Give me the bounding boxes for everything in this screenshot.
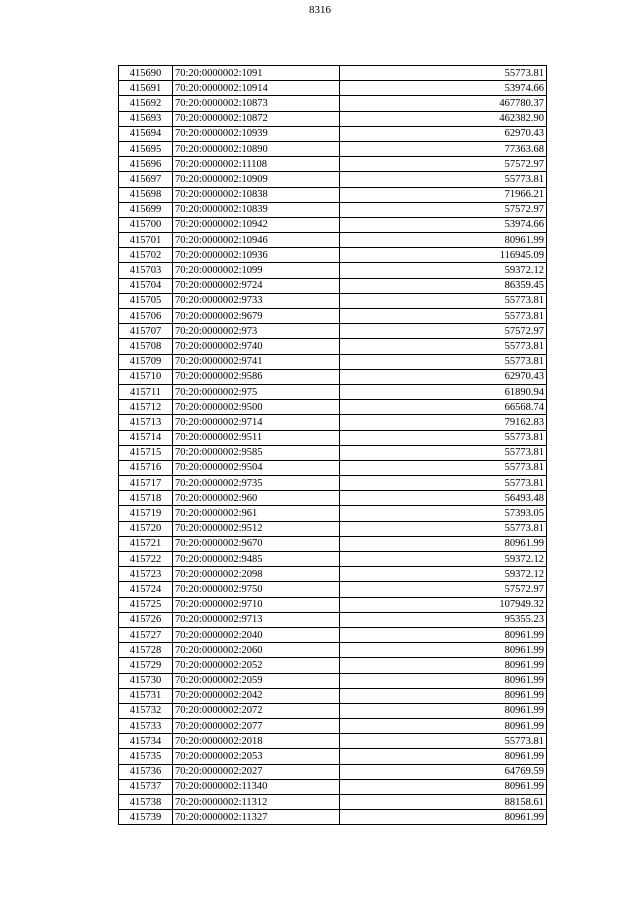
table-row	[119, 764, 547, 779]
table-row	[119, 141, 547, 156]
cadastral-value-cell: 59372.12	[340, 263, 547, 278]
cadastral-value-cell: 116945.09	[340, 248, 547, 263]
table-row	[119, 309, 547, 324]
table-row	[119, 612, 547, 627]
cadastral-number-cell: 70:20:0000002:10914	[173, 81, 340, 96]
cadastral-value-cell: 88158.61	[340, 795, 547, 810]
cadastral-number-cell: 70:20:0000002:11340	[173, 779, 340, 794]
cadastral-value-cell: 80961.99	[340, 233, 547, 248]
cadastral-number-cell: 70:20:0000002:2072	[173, 703, 340, 718]
row-number-cell: 415729	[119, 658, 173, 673]
table-row	[119, 445, 547, 460]
cadastral-number-cell: 70:20:0000002:9485	[173, 552, 340, 567]
cadastral-value-table	[118, 65, 547, 825]
table-row	[119, 719, 547, 734]
cadastral-value-cell: 57572.97	[340, 202, 547, 217]
cadastral-number-cell: 70:20:0000002:2059	[173, 673, 340, 688]
table-row	[119, 96, 547, 111]
row-number-cell: 415722	[119, 552, 173, 567]
cadastral-number-cell: 70:20:0000002:9733	[173, 293, 340, 308]
table-row	[119, 658, 547, 673]
cadastral-value-cell: 80961.99	[340, 779, 547, 794]
row-number-cell: 415717	[119, 476, 173, 491]
cadastral-number-cell: 70:20:0000002:10946	[173, 233, 340, 248]
table-row	[119, 506, 547, 521]
cadastral-number-cell: 70:20:0000002:9713	[173, 612, 340, 627]
cadastral-number-cell: 70:20:0000002:9512	[173, 521, 340, 536]
table-row	[119, 339, 547, 354]
cadastral-number-cell: 70:20:0000002:2052	[173, 658, 340, 673]
cadastral-number-cell: 70:20:0000002:2077	[173, 719, 340, 734]
cadastral-value-cell: 53974.66	[340, 217, 547, 232]
row-number-cell: 415694	[119, 126, 173, 141]
table-row	[119, 749, 547, 764]
table-row	[119, 460, 547, 475]
cadastral-value-cell: 62970.43	[340, 126, 547, 141]
table-row	[119, 66, 547, 81]
table-row	[119, 582, 547, 597]
cadastral-value-cell: 55773.81	[340, 476, 547, 491]
cadastral-value-cell: 59372.12	[340, 552, 547, 567]
row-number-cell: 415713	[119, 415, 173, 430]
table-row	[119, 673, 547, 688]
table-row	[119, 157, 547, 172]
row-number-cell: 415721	[119, 536, 173, 551]
table-row	[119, 111, 547, 126]
cadastral-number-cell: 70:20:0000002:2098	[173, 567, 340, 582]
cadastral-value-cell: 80961.99	[340, 536, 547, 551]
cadastral-value-cell: 61890.94	[340, 384, 547, 399]
cadastral-value-cell: 57393.05	[340, 506, 547, 521]
table-row	[119, 415, 547, 430]
cadastral-value-cell: 80961.99	[340, 658, 547, 673]
row-number-cell: 415702	[119, 248, 173, 263]
row-number-cell: 415698	[119, 187, 173, 202]
row-number-cell: 415696	[119, 157, 173, 172]
table-row	[119, 476, 547, 491]
table-row	[119, 384, 547, 399]
row-number-cell: 415720	[119, 521, 173, 536]
table-row	[119, 597, 547, 612]
table-row	[119, 202, 547, 217]
row-number-cell: 415734	[119, 734, 173, 749]
row-number-cell: 415700	[119, 217, 173, 232]
cadastral-value-cell: 62970.43	[340, 369, 547, 384]
table-row	[119, 400, 547, 415]
row-number-cell: 415699	[119, 202, 173, 217]
table-row	[119, 703, 547, 718]
table-row	[119, 567, 547, 582]
cadastral-number-cell: 70:20:0000002:10839	[173, 202, 340, 217]
table-row	[119, 233, 547, 248]
table-row	[119, 795, 547, 810]
table-row	[119, 187, 547, 202]
cadastral-number-cell: 70:20:0000002:9511	[173, 430, 340, 445]
row-number-cell: 415739	[119, 810, 173, 825]
cadastral-value-cell: 80961.99	[340, 627, 547, 642]
cadastral-value-cell: 55773.81	[340, 66, 547, 81]
row-number-cell: 415719	[119, 506, 173, 521]
cadastral-number-cell: 70:20:0000002:10939	[173, 126, 340, 141]
table-row	[119, 536, 547, 551]
cadastral-value-cell: 55773.81	[340, 521, 547, 536]
cadastral-number-cell: 70:20:0000002:2040	[173, 627, 340, 642]
cadastral-number-cell: 70:20:0000002:2042	[173, 688, 340, 703]
row-number-cell: 415692	[119, 96, 173, 111]
table-row	[119, 734, 547, 749]
row-number-cell: 415710	[119, 369, 173, 384]
cadastral-value-cell: 55773.81	[340, 460, 547, 475]
cadastral-number-cell: 70:20:0000002:11327	[173, 810, 340, 825]
cadastral-value-cell: 55773.81	[340, 445, 547, 460]
table-row	[119, 293, 547, 308]
row-number-cell: 415708	[119, 339, 173, 354]
cadastral-value-cell: 80961.99	[340, 688, 547, 703]
row-number-cell: 415728	[119, 643, 173, 658]
cadastral-number-cell: 70:20:0000002:9741	[173, 354, 340, 369]
cadastral-value-cell: 55773.81	[340, 354, 547, 369]
cadastral-value-cell: 59372.12	[340, 567, 547, 582]
cadastral-number-cell: 70:20:0000002:10872	[173, 111, 340, 126]
row-number-cell: 415697	[119, 172, 173, 187]
table-row	[119, 354, 547, 369]
cadastral-value-cell: 57572.97	[340, 157, 547, 172]
page-number: 8316	[309, 4, 331, 16]
row-number-cell: 415714	[119, 430, 173, 445]
row-number-cell: 415703	[119, 263, 173, 278]
table-row	[119, 810, 547, 825]
table-row	[119, 369, 547, 384]
table-row	[119, 278, 547, 293]
row-number-cell: 415705	[119, 293, 173, 308]
table-row	[119, 491, 547, 506]
row-number-cell: 415731	[119, 688, 173, 703]
row-number-cell: 415712	[119, 400, 173, 415]
cadastral-number-cell: 70:20:0000002:9735	[173, 476, 340, 491]
cadastral-value-cell: 55773.81	[340, 734, 547, 749]
cadastral-number-cell: 70:20:0000002:961	[173, 506, 340, 521]
row-number-cell: 415725	[119, 597, 173, 612]
cadastral-value-cell: 80961.99	[340, 749, 547, 764]
table-row	[119, 172, 547, 187]
row-number-cell: 415709	[119, 354, 173, 369]
cadastral-number-cell: 70:20:0000002:960	[173, 491, 340, 506]
cadastral-value-cell: 56493.48	[340, 491, 547, 506]
row-number-cell: 415695	[119, 141, 173, 156]
row-number-cell: 415735	[119, 749, 173, 764]
cadastral-number-cell: 70:20:0000002:9740	[173, 339, 340, 354]
table-row	[119, 688, 547, 703]
cadastral-number-cell: 70:20:0000002:9750	[173, 582, 340, 597]
row-number-cell: 415723	[119, 567, 173, 582]
cadastral-number-cell: 70:20:0000002:9500	[173, 400, 340, 415]
table-row	[119, 552, 547, 567]
cadastral-value-cell: 80961.99	[340, 643, 547, 658]
row-number-cell: 415707	[119, 324, 173, 339]
cadastral-value-cell: 55773.81	[340, 339, 547, 354]
cadastral-number-cell: 70:20:0000002:9714	[173, 415, 340, 430]
cadastral-value-cell: 71966.21	[340, 187, 547, 202]
row-number-cell: 415691	[119, 81, 173, 96]
table-row	[119, 248, 547, 263]
table-row	[119, 263, 547, 278]
table-row	[119, 217, 547, 232]
cadastral-number-cell: 70:20:0000002:9724	[173, 278, 340, 293]
row-number-cell: 415736	[119, 764, 173, 779]
cadastral-number-cell: 70:20:0000002:1099	[173, 263, 340, 278]
cadastral-value-cell: 53974.66	[340, 81, 547, 96]
cadastral-number-cell: 70:20:0000002:2018	[173, 734, 340, 749]
cadastral-number-cell: 70:20:0000002:1091	[173, 66, 340, 81]
cadastral-value-cell: 55773.81	[340, 430, 547, 445]
row-number-cell: 415732	[119, 703, 173, 718]
table-row	[119, 643, 547, 658]
cadastral-number-cell: 70:20:0000002:9670	[173, 536, 340, 551]
row-number-cell: 415718	[119, 491, 173, 506]
cadastral-value-cell: 95355.23	[340, 612, 547, 627]
row-number-cell: 415706	[119, 309, 173, 324]
table-row	[119, 779, 547, 794]
cadastral-number-cell: 70:20:0000002:10942	[173, 217, 340, 232]
cadastral-value-cell: 55773.81	[340, 172, 547, 187]
cadastral-number-cell: 70:20:0000002:10873	[173, 96, 340, 111]
cadastral-number-cell: 70:20:0000002:9679	[173, 309, 340, 324]
cadastral-number-cell: 70:20:0000002:9504	[173, 460, 340, 475]
row-number-cell: 415726	[119, 612, 173, 627]
cadastral-value-cell: 80961.99	[340, 673, 547, 688]
row-number-cell: 415730	[119, 673, 173, 688]
cadastral-number-cell: 70:20:0000002:11108	[173, 157, 340, 172]
cadastral-value-cell: 77363.68	[340, 141, 547, 156]
cadastral-value-cell: 57572.97	[340, 324, 547, 339]
cadastral-number-cell: 70:20:0000002:9710	[173, 597, 340, 612]
cadastral-value-cell: 467780.37	[340, 96, 547, 111]
table-body	[119, 66, 547, 825]
row-number-cell: 415716	[119, 460, 173, 475]
cadastral-value-cell: 64769.59	[340, 764, 547, 779]
cadastral-number-cell: 70:20:0000002:11312	[173, 795, 340, 810]
cadastral-value-cell: 55773.81	[340, 309, 547, 324]
cadastral-value-cell: 57572.97	[340, 582, 547, 597]
cadastral-value-cell: 79162.83	[340, 415, 547, 430]
table-row	[119, 81, 547, 96]
cadastral-value-cell: 55773.81	[340, 293, 547, 308]
table-row	[119, 430, 547, 445]
cadastral-value-cell: 80961.99	[340, 703, 547, 718]
cadastral-value-cell: 86359.45	[340, 278, 547, 293]
cadastral-number-cell: 70:20:0000002:2027	[173, 764, 340, 779]
row-number-cell: 415727	[119, 627, 173, 642]
cadastral-number-cell: 70:20:0000002:2053	[173, 749, 340, 764]
cadastral-number-cell: 70:20:0000002:10936	[173, 248, 340, 263]
cadastral-value-cell: 462382.90	[340, 111, 547, 126]
cadastral-value-cell: 80961.99	[340, 810, 547, 825]
row-number-cell: 415737	[119, 779, 173, 794]
row-number-cell: 415690	[119, 66, 173, 81]
row-number-cell: 415711	[119, 384, 173, 399]
row-number-cell: 415701	[119, 233, 173, 248]
row-number-cell: 415738	[119, 795, 173, 810]
row-number-cell: 415733	[119, 719, 173, 734]
row-number-cell: 415715	[119, 445, 173, 460]
cadastral-number-cell: 70:20:0000002:10890	[173, 141, 340, 156]
cadastral-number-cell: 70:20:0000002:9585	[173, 445, 340, 460]
table-row	[119, 126, 547, 141]
row-number-cell: 415724	[119, 582, 173, 597]
cadastral-number-cell: 70:20:0000002:2060	[173, 643, 340, 658]
cadastral-number-cell: 70:20:0000002:10909	[173, 172, 340, 187]
cadastral-number-cell: 70:20:0000002:973	[173, 324, 340, 339]
row-number-cell: 415693	[119, 111, 173, 126]
cadastral-number-cell: 70:20:0000002:9586	[173, 369, 340, 384]
cadastral-number-cell: 70:20:0000002:10838	[173, 187, 340, 202]
table-row	[119, 627, 547, 642]
cadastral-number-cell: 70:20:0000002:975	[173, 384, 340, 399]
cadastral-value-cell: 107949.32	[340, 597, 547, 612]
table-row	[119, 521, 547, 536]
cadastral-value-cell: 80961.99	[340, 719, 547, 734]
row-number-cell: 415704	[119, 278, 173, 293]
table-row	[119, 324, 547, 339]
cadastral-value-cell: 66568.74	[340, 400, 547, 415]
